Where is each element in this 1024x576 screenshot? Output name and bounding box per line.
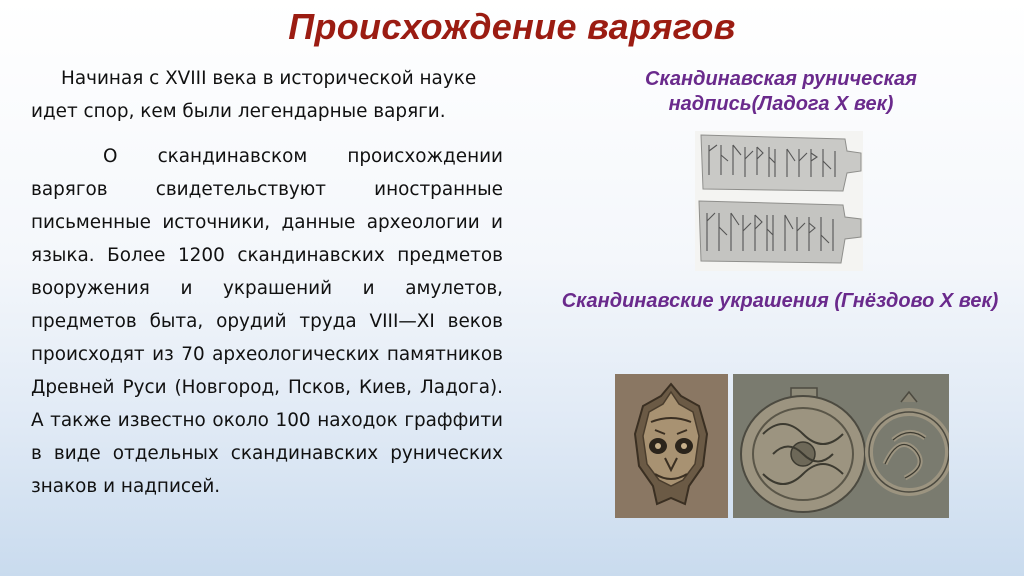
text-column: [31, 62, 503, 503]
jewelry-caption: Скандинавские украшения (Гнёздово X век): [561, 290, 999, 312]
intro-paragraph: Начиная с XVIII века в исторической науке идет спор, кем были легендарные варяги.: [31, 68, 477, 122]
mask-amulet-image: [615, 374, 728, 518]
runic-inscription-image: [695, 131, 863, 271]
runes-caption: Скандинавская руническая надпись(Ладога X век): [645, 68, 917, 115]
slide-title: Происхождение варягов: [288, 6, 736, 47]
brooch-pendant-image: [733, 374, 949, 518]
origin-paragraph: О скандинавском происхождении варягов свидетельствуют иностранные письменные источники, данные археологии и языка. Более 1200 скандинавских предметов вооружения и украшений и амулетов, предметов быта, орудий труда VIII—XI веков происходят из 70 археологических памятников Древней Руси (Новгород, Псков, Киев, Ладога). А также известно около 100 находок граффити в виде отдельных скандинавских рунических знаков и надписей.: [31, 146, 503, 497]
